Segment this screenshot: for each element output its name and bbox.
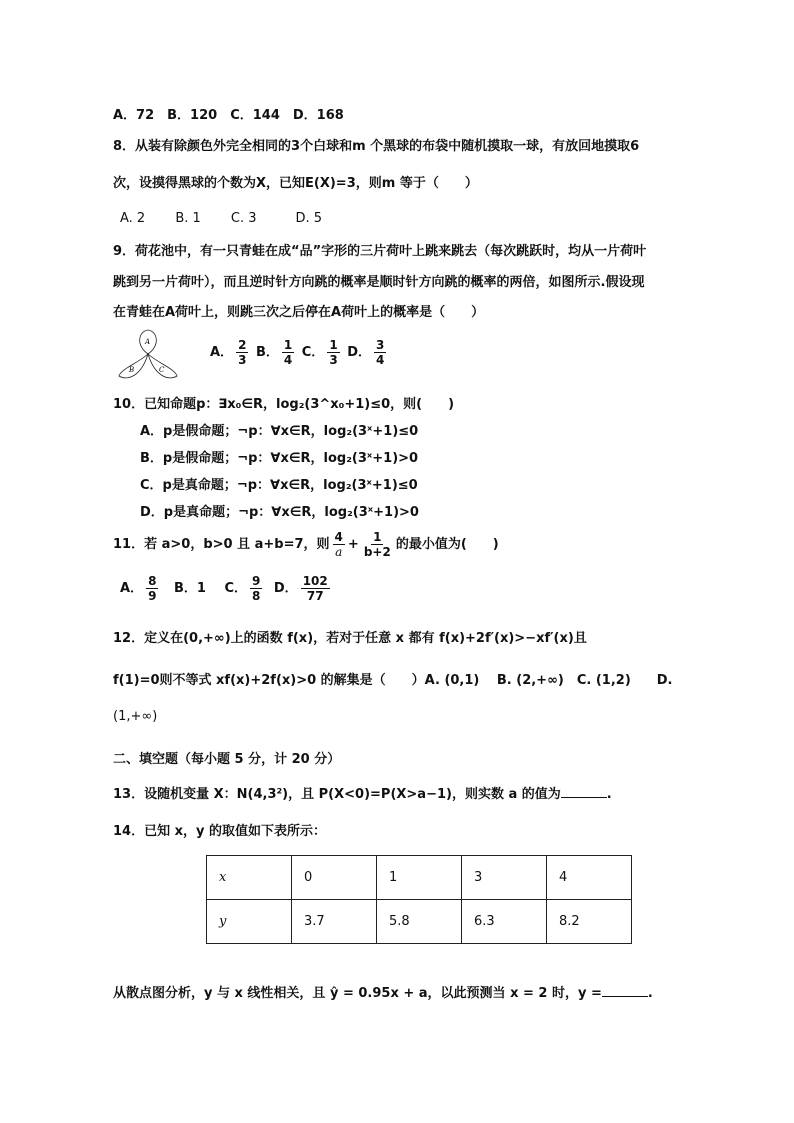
q9-opt-c-value: $\frac{1}{3}$ xyxy=(329,338,338,367)
q8-options: A. 2 B. 1 C. 3 D. 5 xyxy=(120,211,323,226)
q11-stem xyxy=(113,530,499,559)
q9-opt-b-value: $\frac{1}{4}$ xyxy=(283,338,293,367)
q8-line2: 次，设摸得黑球的个数为X，已知E(X)=3，则m 等于（ ） xyxy=(113,176,478,191)
q13-answer-blank[interactable] xyxy=(561,785,607,798)
q11-opt-d-value: $\frac{102}{77}$ xyxy=(302,574,328,603)
table-cell: y xyxy=(207,900,292,944)
q8-line1: 8．从装有除颜色外完全相同的3个白球和m 个黑球的布袋中随机摸取一球，有放回地摸取6 xyxy=(113,139,640,154)
label-a: A xyxy=(145,338,151,346)
q13-text xyxy=(113,783,612,802)
q10-option-c: C．p是真命题；¬p：∀x∈R，log₂(3ˣ+1)≤0 xyxy=(140,478,418,493)
table-cell: 4 xyxy=(547,856,632,900)
q9-line2: 跳到另一片荷叶），而且逆时针方向跳的概率是顺时针方向跳的概率的两倍，如图所示.假设现 xyxy=(113,275,645,290)
table-cell: 5.8 xyxy=(377,900,462,944)
q11-opt-d-label: D． xyxy=(273,581,298,596)
section-title: 二、填空题（每小题 5 分，计 20 分） xyxy=(113,752,341,767)
table-cell: x xyxy=(207,856,292,900)
q9-opt-c-label: C． xyxy=(301,345,325,360)
label-c: C xyxy=(159,366,165,374)
q14-answer-blank[interactable] xyxy=(602,984,648,997)
table-cell: 8.2 xyxy=(547,900,632,944)
q9-opt-d-value: $\frac{3}{4}$ xyxy=(376,338,385,367)
q11-frac2: $\frac{1}{b+2}$ xyxy=(363,530,391,559)
label-b: B xyxy=(129,366,135,374)
q11-opt-c-value: $\frac{9}{8}$ xyxy=(252,574,261,603)
q13-text-a: 13．设随机变量 X：N(4,3²)，且 P(X<0)=P(X>a−1)，则实数 a 的值为 xyxy=(113,787,561,802)
q11-stem-b: 的最小值为( ) xyxy=(395,537,499,552)
table-cell: 3.7 xyxy=(292,900,377,944)
q13-text-b: . xyxy=(606,787,612,802)
table-row xyxy=(207,856,632,900)
table-cell: 3 xyxy=(462,856,547,900)
table-cell: 1 xyxy=(377,856,462,900)
q14-stem: 14．已知 x，y 的取值如下表所示： xyxy=(113,824,327,839)
q10-option-b: B．p是假命题；¬p：∀x∈R，log₂(3ˣ+1)>0 xyxy=(140,451,419,466)
table-cell: 0 xyxy=(292,856,377,900)
q14-text-b: . xyxy=(647,986,653,1001)
q9-line3: 在青蛙在A荷叶上，则跳三次之后停在A荷叶上的概率是（ ） xyxy=(113,305,485,320)
q11-opt-a-label: A． xyxy=(120,581,144,596)
q12-line2: f(1)=0则不等式 xf(x)+2f(x)>0 的解集是（ ）A. (0,1) B. (2,+∞) C. (1,2) D. xyxy=(113,673,673,688)
table-cell: 6.3 xyxy=(462,900,547,944)
q11-opt-a-value: $\frac{8}{9}$ xyxy=(148,574,157,603)
q9-opt-a-label: A． xyxy=(210,345,234,360)
q11-frac1: $\frac{4}{a}$ xyxy=(334,530,343,559)
lily-pad-figure xyxy=(113,327,183,383)
q9-opt-a-value: $\frac{2}{3}$ xyxy=(238,338,247,367)
q14-table xyxy=(206,855,632,944)
q9-line1: 9．荷花池中，有一只青蛙在成“品”字形的三片荷叶上跳来跳去（每次跳跃时，均从一片荷叶 xyxy=(113,244,647,259)
q11-stem-a: 11．若 a>0，b>0 且 a+b=7，则 xyxy=(113,537,330,552)
q7-options: A．72 B．120 C．144 D．168 xyxy=(113,108,344,123)
q10-option-d: D．p是真命题；¬p：∀x∈R，log₂(3ˣ+1)>0 xyxy=(140,505,419,520)
q11-plus: + xyxy=(347,537,359,552)
q11-options xyxy=(120,574,333,603)
q11-opt-b: B．1 xyxy=(173,581,206,596)
q10-option-a: A．p是假命题；¬p：∀x∈R，log₂(3ˣ+1)≤0 xyxy=(140,424,419,439)
q9-options xyxy=(210,338,389,367)
q12-line1: 12．定义在(0,+∞)上的函数 f(x)，若对于任意 x 都有 f(x)+2f′(x)>−xf′(x)且 xyxy=(113,631,587,646)
table-row xyxy=(207,900,632,944)
q14-text-a: 从散点图分析，y 与 x 线性相关，且 ŷ = 0.95x + a，以此预测当 x = 2 时，y = xyxy=(113,986,602,1001)
q10-stem: 10．已知命题p：∃x₀∈R，log₂(3^x₀+1)≤0，则( ) xyxy=(113,397,455,412)
q12-line3: (1,+∞) xyxy=(113,709,158,724)
q14-question xyxy=(113,982,653,1001)
q11-opt-c-label: C． xyxy=(224,581,247,596)
q9-opt-d-label: D． xyxy=(347,345,371,360)
q9-opt-b-label: B． xyxy=(255,345,279,360)
